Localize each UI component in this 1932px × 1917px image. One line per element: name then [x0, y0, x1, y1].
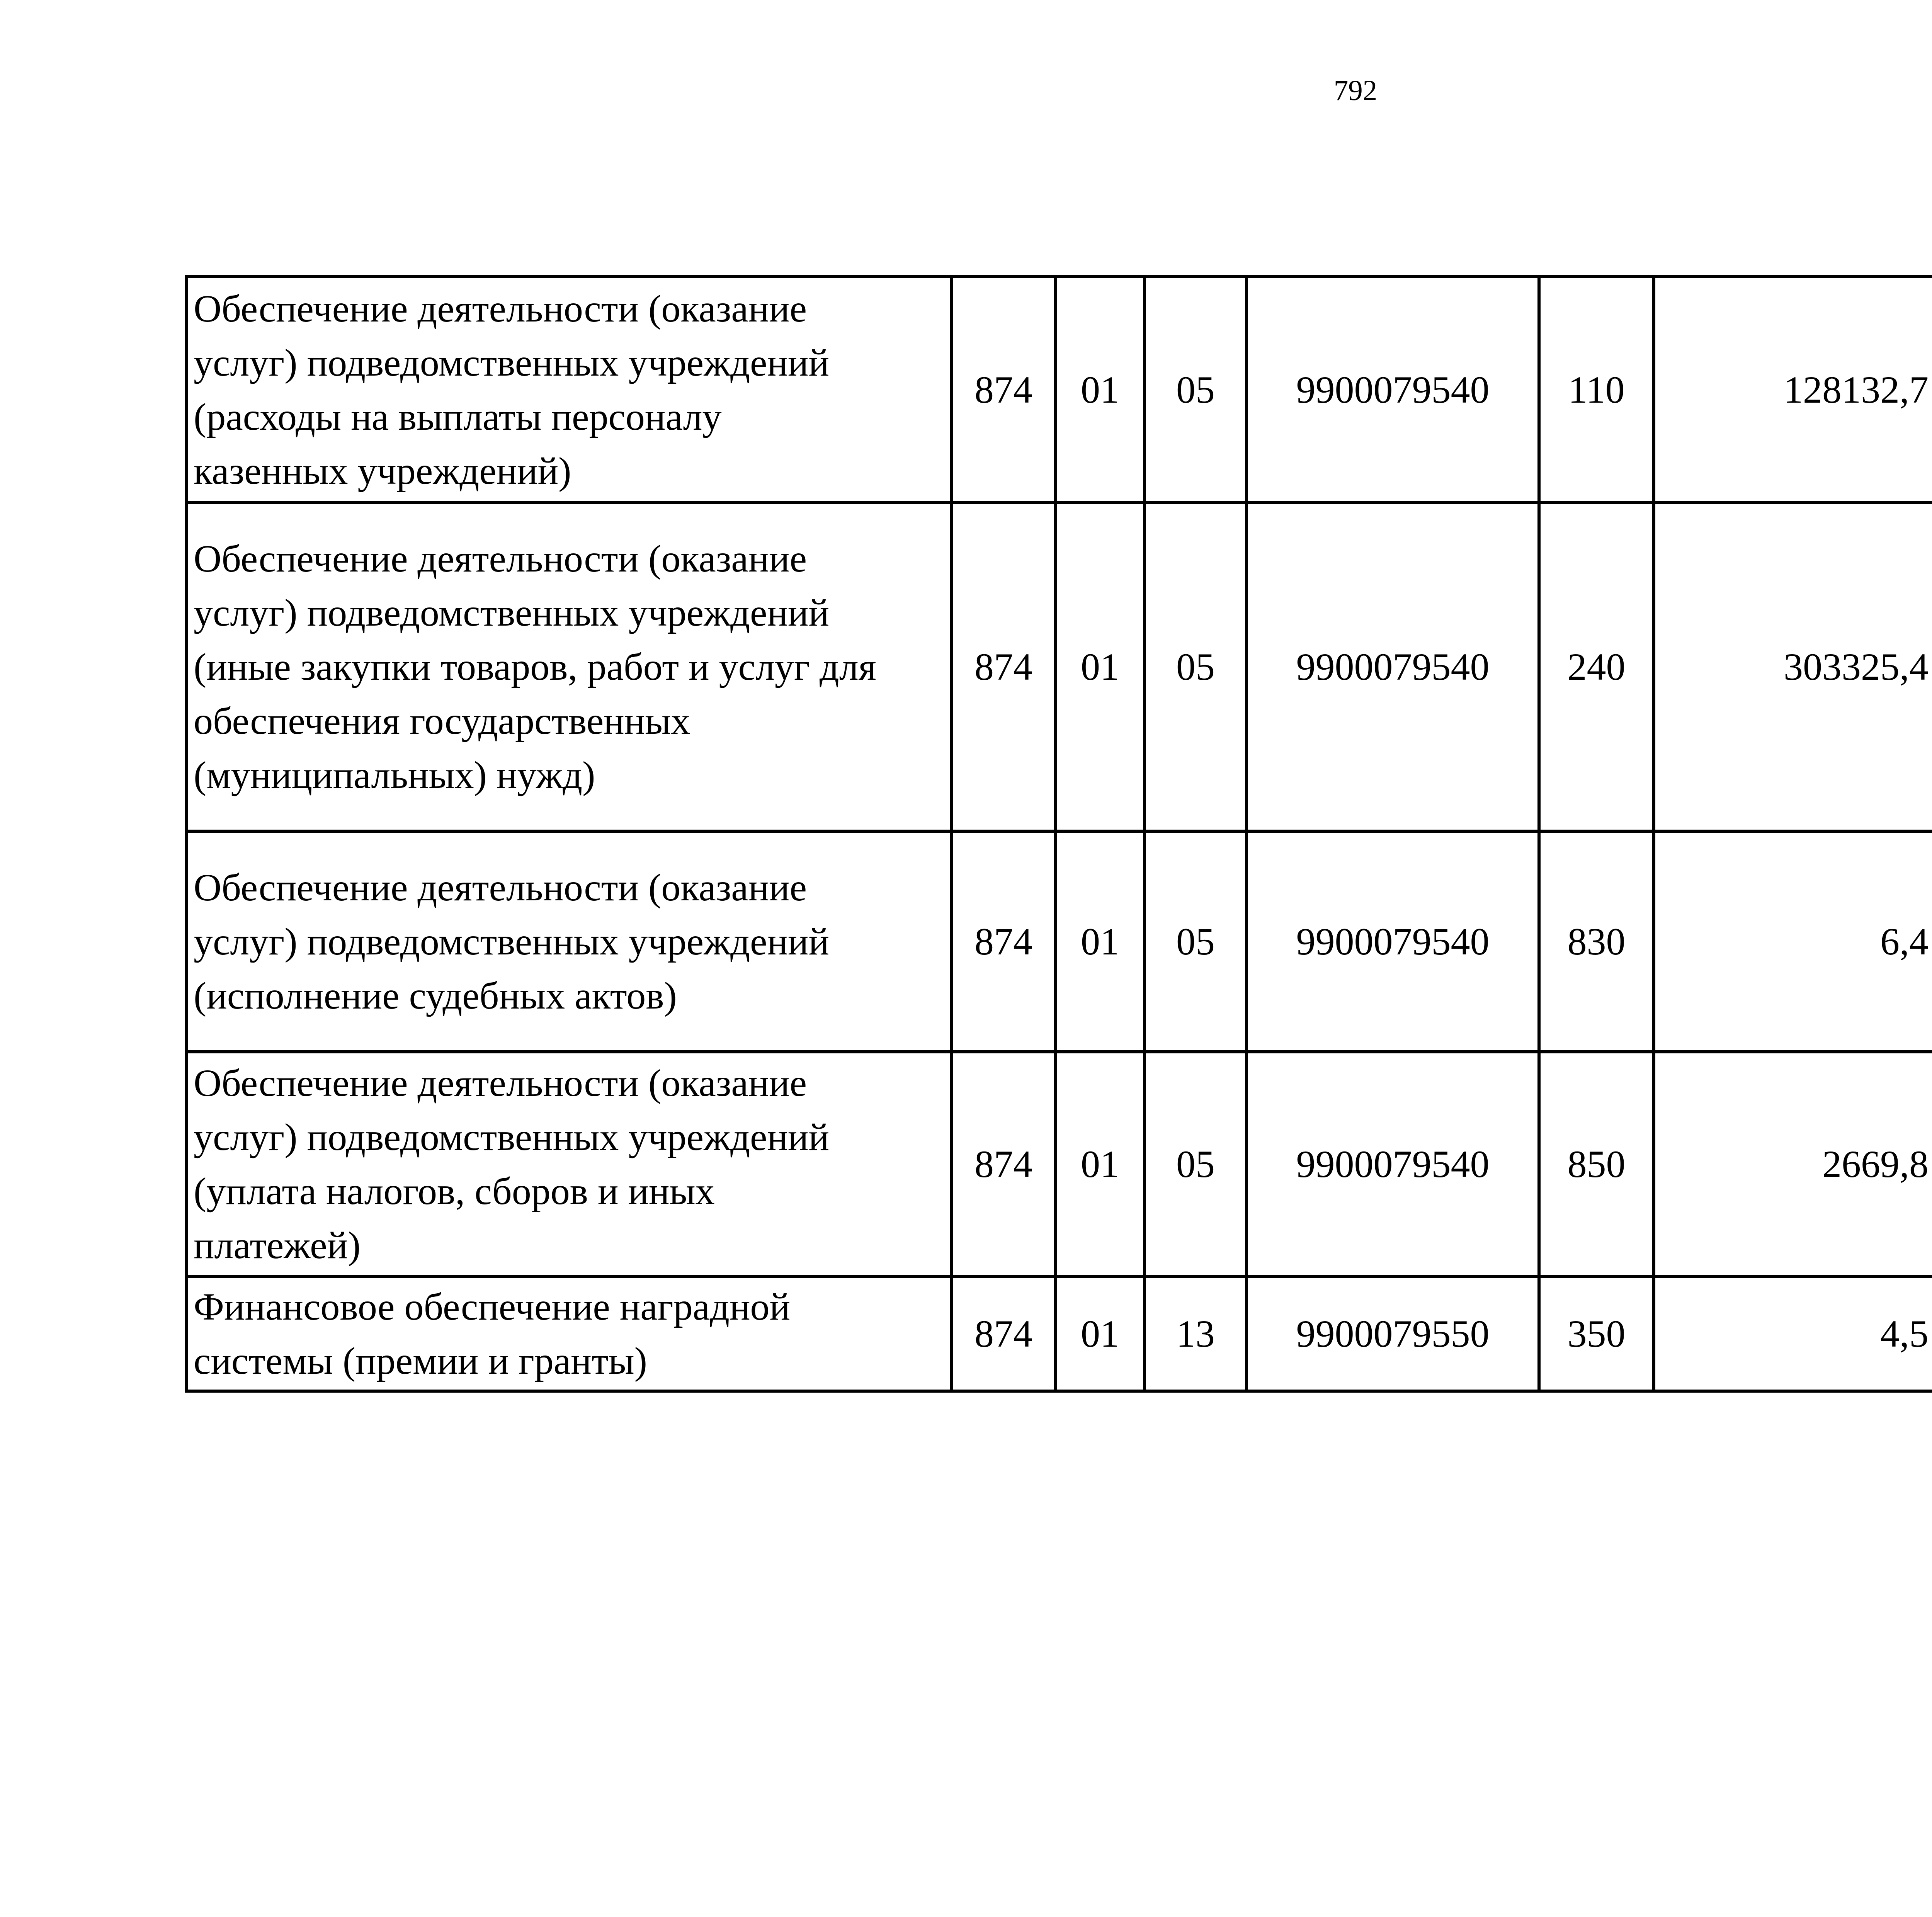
- subsection-code-cell: 05: [1145, 277, 1247, 503]
- expense-type-cell: 110: [1539, 277, 1654, 503]
- subsection-code-cell: 13: [1145, 1277, 1247, 1391]
- department-code-cell: 874: [951, 277, 1056, 503]
- table-row: [187, 277, 1932, 503]
- target-article-cell: 9900079540: [1247, 277, 1539, 503]
- table-row: [187, 503, 1932, 831]
- section-code-cell: 01: [1056, 277, 1145, 503]
- page-number: 792: [1333, 75, 1378, 107]
- subsection-code-cell: 05: [1145, 503, 1247, 831]
- department-code-cell: 874: [951, 831, 1056, 1052]
- amount-year1-cell: 6,4: [1654, 831, 1932, 1052]
- table-row: [187, 1277, 1932, 1391]
- expense-description-cell: Финансовое обеспечение наградной системы (премии и гранты): [187, 1277, 951, 1391]
- table-row: [187, 831, 1932, 1052]
- expense-description-cell: Обеспечение деятельности (оказание услуг) подведомственных учреждений (иные закупки товаров, работ и услуг для обеспечения государственных (муниципальных) нужд): [187, 503, 951, 831]
- expense-type-cell: 850: [1539, 1052, 1654, 1277]
- amount-year1-cell: 303325,4: [1654, 503, 1932, 831]
- amount-year1-cell: 4,5: [1654, 1277, 1932, 1391]
- expense-type-cell: 830: [1539, 831, 1654, 1052]
- expense-description-cell: Обеспечение деятельности (оказание услуг) подведомственных учреждений (расходы на выплаты персоналу казенных учреждений): [187, 277, 951, 503]
- section-code-cell: 01: [1056, 503, 1145, 831]
- subsection-code-cell: 05: [1145, 1052, 1247, 1277]
- section-code-cell: 01: [1056, 1052, 1145, 1277]
- expense-type-cell: 350: [1539, 1277, 1654, 1391]
- amount-year1-cell: 128132,7: [1654, 277, 1932, 503]
- expense-type-cell: 240: [1539, 503, 1654, 831]
- target-article-cell: 9900079540: [1247, 1052, 1539, 1277]
- budget-table: [185, 275, 1932, 1393]
- section-code-cell: 01: [1056, 831, 1145, 1052]
- target-article-cell: 9900079550: [1247, 1277, 1539, 1391]
- amount-year1-cell: 2669,8: [1654, 1052, 1932, 1277]
- expense-description-cell: Обеспечение деятельности (оказание услуг) подведомственных учреждений (уплата налогов, сборов и иных платежей): [187, 1052, 951, 1277]
- department-code-cell: 874: [951, 1052, 1056, 1277]
- target-article-cell: 9900079540: [1247, 831, 1539, 1052]
- subsection-code-cell: 05: [1145, 831, 1247, 1052]
- department-code-cell: 874: [951, 503, 1056, 831]
- department-code-cell: 874: [951, 1277, 1056, 1391]
- expense-description-cell: Обеспечение деятельности (оказание услуг) подведомственных учреждений (исполнение судебных актов): [187, 831, 951, 1052]
- section-code-cell: 01: [1056, 1277, 1145, 1391]
- table-row: [187, 1052, 1932, 1277]
- target-article-cell: 9900079540: [1247, 503, 1539, 831]
